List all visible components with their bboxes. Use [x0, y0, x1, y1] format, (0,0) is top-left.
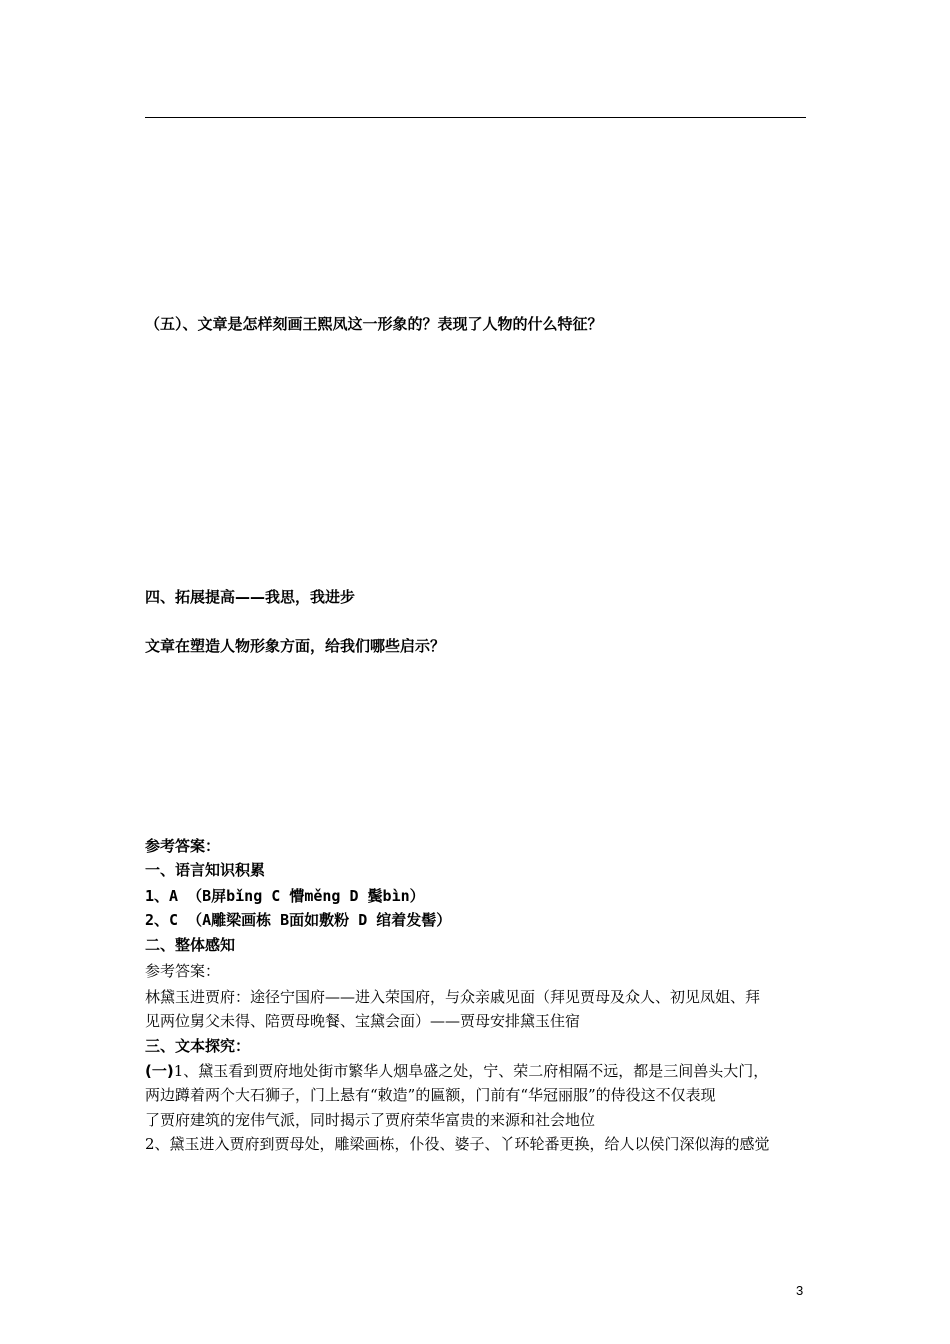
part3-p1-prefix: (一): [145, 1062, 174, 1080]
question-5: （五）、文章是怎样刻画王熙凤这一形象的？表现了人物的什么特征？: [145, 315, 603, 333]
part3-paragraph-1-line-3: 了贾府建筑的宠伟气派，同时揭示了贾府荣华富贵的来源和社会地位: [145, 1111, 596, 1129]
answer-item-1: 1、A （B屏bǐng C 懵měng D 鬓bìn）: [145, 887, 425, 905]
part3-paragraph-1-line-1: [145, 1061, 768, 1082]
section-4-question: 文章在塑造人物形象方面，给我们哪些启示？: [145, 637, 446, 655]
part3-paragraph-2-line-1: 2、黛玉进入贾府到贾母处，雕梁画栋，仆役、婆子、丫环轮番更换，给人以侯门深似海的感觉: [145, 1135, 770, 1153]
section-4-heading: 四、拓展提高——我思，我进步: [145, 588, 356, 606]
part3-p1-text: 1、黛玉看到贾府地处街市繁华人烟阜盛之处，宁、荣二府相隔不远，都是三间兽头大门，: [173, 1062, 769, 1080]
part2-label: 参考答案：: [145, 962, 221, 980]
part2-line-1: 林黛玉进贾府：途径宁国府——进入荣国府，与众亲戚见面（拜见贾母及众人、初见凤姐、拜: [145, 988, 761, 1006]
page-number: 3: [796, 1283, 804, 1298]
part1-heading: 一、语言知识积累: [145, 861, 266, 879]
top-rule: [145, 117, 806, 118]
part2-heading: 二、整体感知: [145, 936, 236, 954]
part2-line-2: 见两位舅父未得、陪贾母晚餐、宝黛会面）——贾母安排黛玉住宿: [145, 1012, 581, 1030]
part3-heading: 三、文本探究：: [145, 1037, 251, 1055]
answer-item-2: 2、C （A雕梁画栋 B面如敷粉 D 绾着发髻）: [145, 911, 452, 929]
part3-paragraph-1-line-2: 两边蹲着两个大石狮子，门上悬有“敕造”的匾额，门前有“华冠丽服”的侍役这不仅表现: [145, 1086, 716, 1104]
answers-title: 参考答案：: [145, 837, 221, 855]
